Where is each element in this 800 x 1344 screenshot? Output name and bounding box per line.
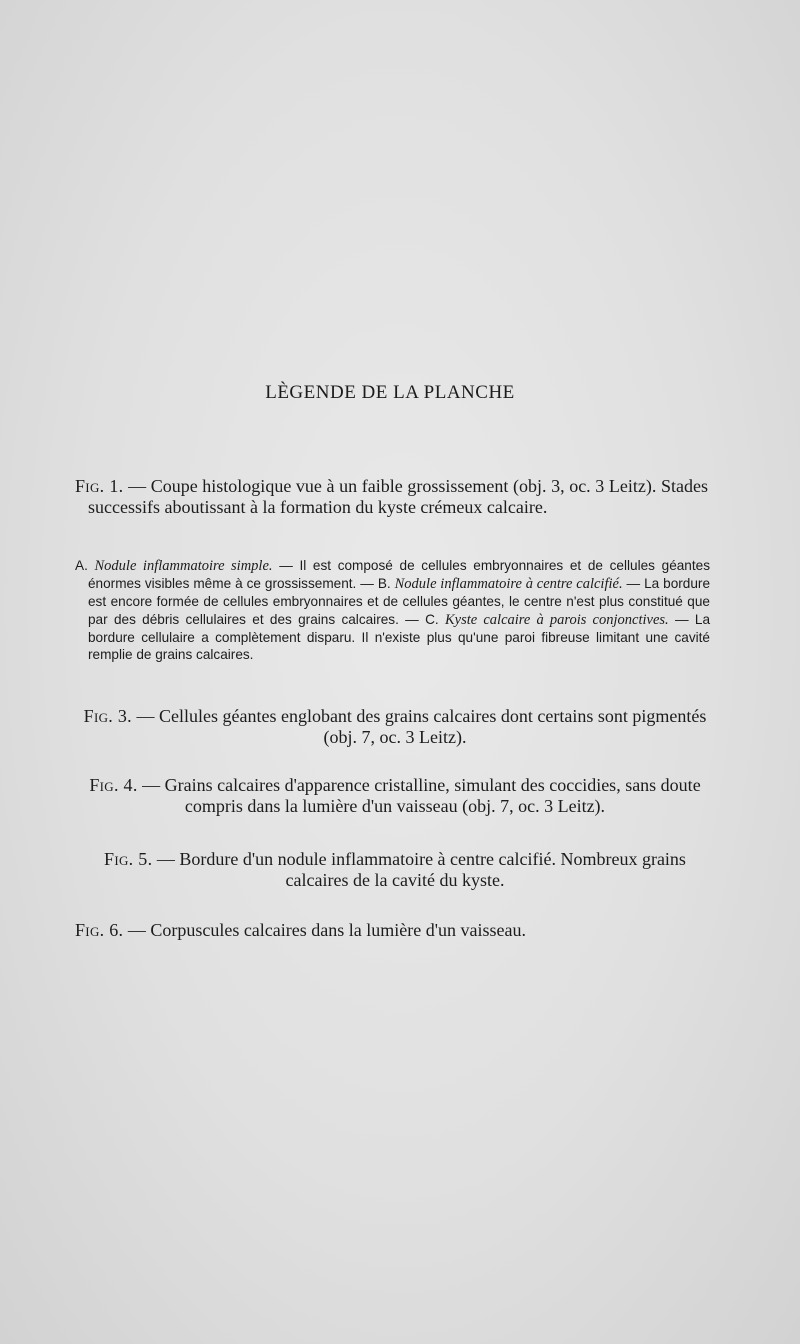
figure-6-text: — Corpuscules calcaires dans la lumière d'un vaisseau. — [123, 920, 526, 940]
detail-c-text: — La bordure cellulaire a complètement disparu. Il n'existe plus qu'une paroi fibreuse limitant une cavité remplie de grains calcaires. — [88, 611, 710, 663]
figure-4-label: Fig. 4. — [89, 775, 138, 795]
figure-4-text: — Grains calcaires d'apparence cristalline, simulant des coccidies, sans doute compris dans la lumière d'un vaisseau (obj. 7, oc. 3 Leitz). — [137, 775, 701, 816]
figure-3-label: Fig. 3. — [83, 706, 132, 726]
detail-b-text: — La bordure est encore formée de cellules embryonnaires et de cellules géantes, le centre n'est plus constitué que par des débris cellulaires et des grains calcaires. — — [88, 576, 711, 627]
figure-1-detail — [75, 557, 711, 663]
figure-6-label: Fig. 6. — [75, 920, 124, 940]
figure-4-caption — [75, 775, 715, 817]
detail-a-title: Nodule inflammatoire simple. — [94, 558, 273, 574]
figure-5-caption — [75, 849, 715, 891]
detail-c-label: C. — [425, 611, 439, 627]
figure-3-caption — [75, 706, 715, 748]
figure-1-label: Fig. 1. — [75, 476, 124, 496]
detail-c-title: Kyste calcaire à parois conjonctives. — [444, 611, 669, 628]
detail-b-title: Nodule inflammatoire à centre calcifié. — [394, 576, 623, 593]
figure-6-caption — [75, 920, 715, 941]
figure-5-label: Fig. 5. — [104, 849, 153, 869]
detail-a-label: A. — [75, 558, 88, 573]
detail-a-text: — Il est composé de cellules embryonnaires et de cellules géantes énormes visibles même à ce grossissement. — — [88, 558, 711, 592]
figure-3-text: — Cellules géantes englobant des grains calcaires dont certains sont pigmentés (obj. 7, oc. 3 Leitz). — [131, 706, 707, 747]
legend-title: LÈGENDE DE LA PLANCHE — [265, 382, 515, 403]
detail-b-label: B. — [377, 576, 391, 592]
figure-5-text: — Bordure d'un nodule inflammatoire à centre calcifié. Nombreux grains calcaires de la cavité du kyste. — [152, 849, 686, 890]
figure-1-text: — Coupe histologique vue à un faible grossissement (obj. 3, oc. 3 Leitz). Stades successifs aboutissant à la formation du kyste crémeux calcaire. — [88, 476, 709, 517]
figure-1-caption — [75, 476, 709, 518]
